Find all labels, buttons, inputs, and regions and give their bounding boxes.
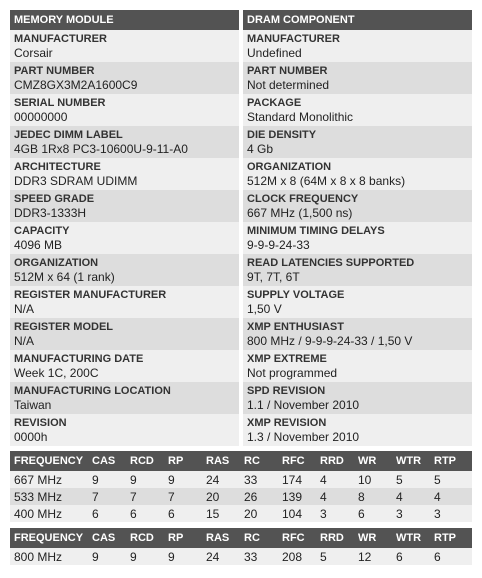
- field-label: XMP ENTHUSIAST: [247, 321, 344, 333]
- field-value: 0000h: [14, 430, 48, 444]
- column-header: FREQUENCY: [10, 451, 88, 471]
- info-field: [243, 318, 472, 350]
- field-label: MANUFACTURING LOCATION: [14, 385, 171, 397]
- field-label: MANUFACTURING DATE: [14, 353, 144, 365]
- column-header: RFC: [278, 528, 316, 548]
- column-header: RRD: [316, 528, 354, 548]
- field-value: 9-9-9-24-33: [247, 238, 310, 252]
- field-label: SPD REVISION: [247, 385, 326, 397]
- dram-component-column: [243, 10, 472, 446]
- info-field: [10, 190, 239, 222]
- table-cell: 3: [316, 505, 354, 522]
- table-cell: 5: [316, 548, 354, 565]
- table-cell: 8: [354, 488, 392, 505]
- column-header: RRD: [316, 451, 354, 471]
- column-header: RC: [240, 528, 278, 548]
- timing-table-xmp: [10, 528, 472, 565]
- table-row: [10, 471, 472, 488]
- field-value: 667 MHz (1,500 ns): [247, 206, 353, 220]
- info-field: [243, 190, 472, 222]
- table-cell: 139: [278, 488, 316, 505]
- column-header: RC: [240, 451, 278, 471]
- table-row: [10, 488, 472, 505]
- field-value: 9T, 7T, 6T: [247, 270, 300, 284]
- table-cell: 6: [392, 548, 430, 565]
- table-cell: 12: [354, 548, 392, 565]
- info-grid: [10, 10, 472, 446]
- field-label: CLOCK FREQUENCY: [247, 193, 359, 205]
- field-value: 800 MHz / 9-9-9-24-33 / 1,50 V: [247, 334, 413, 348]
- info-field: [243, 286, 472, 318]
- field-value: Not programmed: [247, 366, 338, 380]
- table-cell: 800 MHz: [10, 548, 88, 565]
- table-cell: 174: [278, 471, 316, 488]
- field-value: 4096 MB: [14, 238, 63, 252]
- field-label: SPEED GRADE: [14, 193, 95, 205]
- table-cell: 15: [202, 505, 240, 522]
- table-cell: 3: [430, 505, 472, 522]
- column-header: RP: [164, 451, 202, 471]
- info-field: [10, 62, 239, 94]
- field-value: Corsair: [14, 46, 53, 60]
- table-cell: 104: [278, 505, 316, 522]
- column-header: RAS: [202, 451, 240, 471]
- table-cell: 33: [240, 548, 278, 565]
- dram-component-fields: [243, 30, 472, 446]
- field-label: MINIMUM TIMING DELAYS: [247, 225, 385, 237]
- table-cell: 20: [202, 488, 240, 505]
- info-field: [10, 126, 239, 158]
- field-value: Taiwan: [14, 398, 52, 412]
- table-cell: 400 MHz: [10, 505, 88, 522]
- table-cell: 533 MHz: [10, 488, 88, 505]
- column-header: RTP: [430, 451, 472, 471]
- memory-module-column: [10, 10, 239, 446]
- field-value: 512M x 8 (64M x 8 x 8 banks): [247, 174, 406, 188]
- table-cell: 6: [88, 505, 126, 522]
- info-field: [243, 94, 472, 126]
- table-cell: 6: [126, 505, 164, 522]
- field-label: XMP EXTREME: [247, 353, 327, 365]
- field-label: PART NUMBER: [14, 65, 95, 77]
- info-field: [243, 222, 472, 254]
- field-value: N/A: [14, 334, 35, 348]
- field-value: 512M x 64 (1 rank): [14, 270, 115, 284]
- info-field: [10, 318, 239, 350]
- field-value: CMZ8GX3M2A1600C9: [14, 78, 138, 92]
- field-value: Standard Monolithic: [247, 110, 354, 124]
- table-cell: 10: [354, 471, 392, 488]
- field-value: Not determined: [247, 78, 330, 92]
- column-header: WR: [354, 451, 392, 471]
- info-field: [243, 62, 472, 94]
- table-cell: 20: [240, 505, 278, 522]
- column-header: WR: [354, 528, 392, 548]
- field-value: 1.1 / November 2010: [247, 398, 360, 412]
- field-value: DDR3-1333H: [14, 206, 87, 220]
- table-cell: 6: [354, 505, 392, 522]
- field-label: SUPPLY VOLTAGE: [247, 289, 345, 301]
- info-field: [243, 414, 472, 446]
- memory-module-fields: [10, 30, 239, 446]
- info-field: [243, 350, 472, 382]
- field-value: 4 Gb: [247, 142, 274, 156]
- info-field: [10, 158, 239, 190]
- field-label: ORGANIZATION: [14, 257, 99, 269]
- field-value: 1,50 V: [247, 302, 282, 316]
- table-cell: 7: [88, 488, 126, 505]
- field-label: REVISION: [14, 417, 67, 429]
- field-value: 4GB 1Rx8 PC3-10600U-9-11-A0: [14, 142, 188, 156]
- timing-header-row: [10, 528, 472, 548]
- table-row: [10, 505, 472, 522]
- table-cell: 4: [316, 488, 354, 505]
- table-cell: 6: [430, 548, 472, 565]
- field-label: SERIAL NUMBER: [14, 97, 106, 109]
- table-cell: 5: [392, 471, 430, 488]
- field-value: 00000000: [14, 110, 68, 124]
- table-cell: 9: [164, 548, 202, 565]
- field-label: JEDEC DIMM LABEL: [14, 129, 123, 141]
- column-header: FREQUENCY: [10, 528, 88, 548]
- table-cell: 9: [126, 548, 164, 565]
- table-cell: 33: [240, 471, 278, 488]
- memory-module-header: MEMORY MODULE: [10, 10, 239, 30]
- table-cell: 4: [392, 488, 430, 505]
- info-field: [10, 94, 239, 126]
- table-cell: 7: [164, 488, 202, 505]
- table-cell: 9: [88, 548, 126, 565]
- table-cell: 24: [202, 548, 240, 565]
- field-label: REGISTER MODEL: [14, 321, 114, 333]
- table-row: [10, 548, 472, 565]
- field-label: XMP REVISION: [247, 417, 327, 429]
- column-header: RCD: [126, 528, 164, 548]
- table-cell: 7: [126, 488, 164, 505]
- table-cell: 26: [240, 488, 278, 505]
- column-header: RAS: [202, 528, 240, 548]
- info-field: [10, 222, 239, 254]
- info-field: [243, 126, 472, 158]
- info-field: [10, 382, 239, 414]
- column-header: RCD: [126, 451, 164, 471]
- info-field: [10, 254, 239, 286]
- info-field: [243, 30, 472, 62]
- dram-component-header: DRAM COMPONENT: [243, 10, 472, 30]
- table-cell: 9: [88, 471, 126, 488]
- info-field: [10, 30, 239, 62]
- timing-header-row: [10, 451, 472, 471]
- spd-info-panel: [10, 10, 472, 565]
- table-cell: 5: [430, 471, 472, 488]
- column-header: RTP: [430, 528, 472, 548]
- table-cell: 208: [278, 548, 316, 565]
- field-label: MANUFACTURER: [14, 33, 107, 45]
- table-cell: 6: [164, 505, 202, 522]
- field-value: Undefined: [247, 46, 302, 60]
- field-label: MANUFACTURER: [247, 33, 340, 45]
- field-value: Week 1C, 200C: [14, 366, 99, 380]
- field-label: DIE DENSITY: [247, 129, 317, 141]
- field-label: READ LATENCIES SUPPORTED: [247, 257, 415, 269]
- table-cell: 9: [126, 471, 164, 488]
- info-field: [243, 254, 472, 286]
- field-label: CAPACITY: [14, 225, 70, 237]
- info-field: [10, 350, 239, 382]
- info-field: [243, 158, 472, 190]
- table-cell: 24: [202, 471, 240, 488]
- field-label: ORGANIZATION: [247, 161, 332, 173]
- table-cell: 3: [392, 505, 430, 522]
- table-cell: 9: [164, 471, 202, 488]
- field-value: 1.3 / November 2010: [247, 430, 360, 444]
- table-cell: 4: [430, 488, 472, 505]
- table-cell: 667 MHz: [10, 471, 88, 488]
- column-header: WTR: [392, 528, 430, 548]
- field-value: N/A: [14, 302, 35, 316]
- info-field: [10, 414, 239, 446]
- column-header: CAS: [88, 451, 126, 471]
- column-header: RP: [164, 528, 202, 548]
- field-label: PACKAGE: [247, 97, 302, 109]
- column-header: RFC: [278, 451, 316, 471]
- column-header: WTR: [392, 451, 430, 471]
- column-header: CAS: [88, 528, 126, 548]
- field-value: DDR3 SDRAM UDIMM: [14, 174, 138, 188]
- field-label: PART NUMBER: [247, 65, 328, 77]
- info-field: [243, 382, 472, 414]
- info-field: [10, 286, 239, 318]
- field-label: ARCHITECTURE: [14, 161, 101, 173]
- timing-table-jedec: [10, 451, 472, 522]
- table-cell: 4: [316, 471, 354, 488]
- field-label: REGISTER MANUFACTURER: [14, 289, 167, 301]
